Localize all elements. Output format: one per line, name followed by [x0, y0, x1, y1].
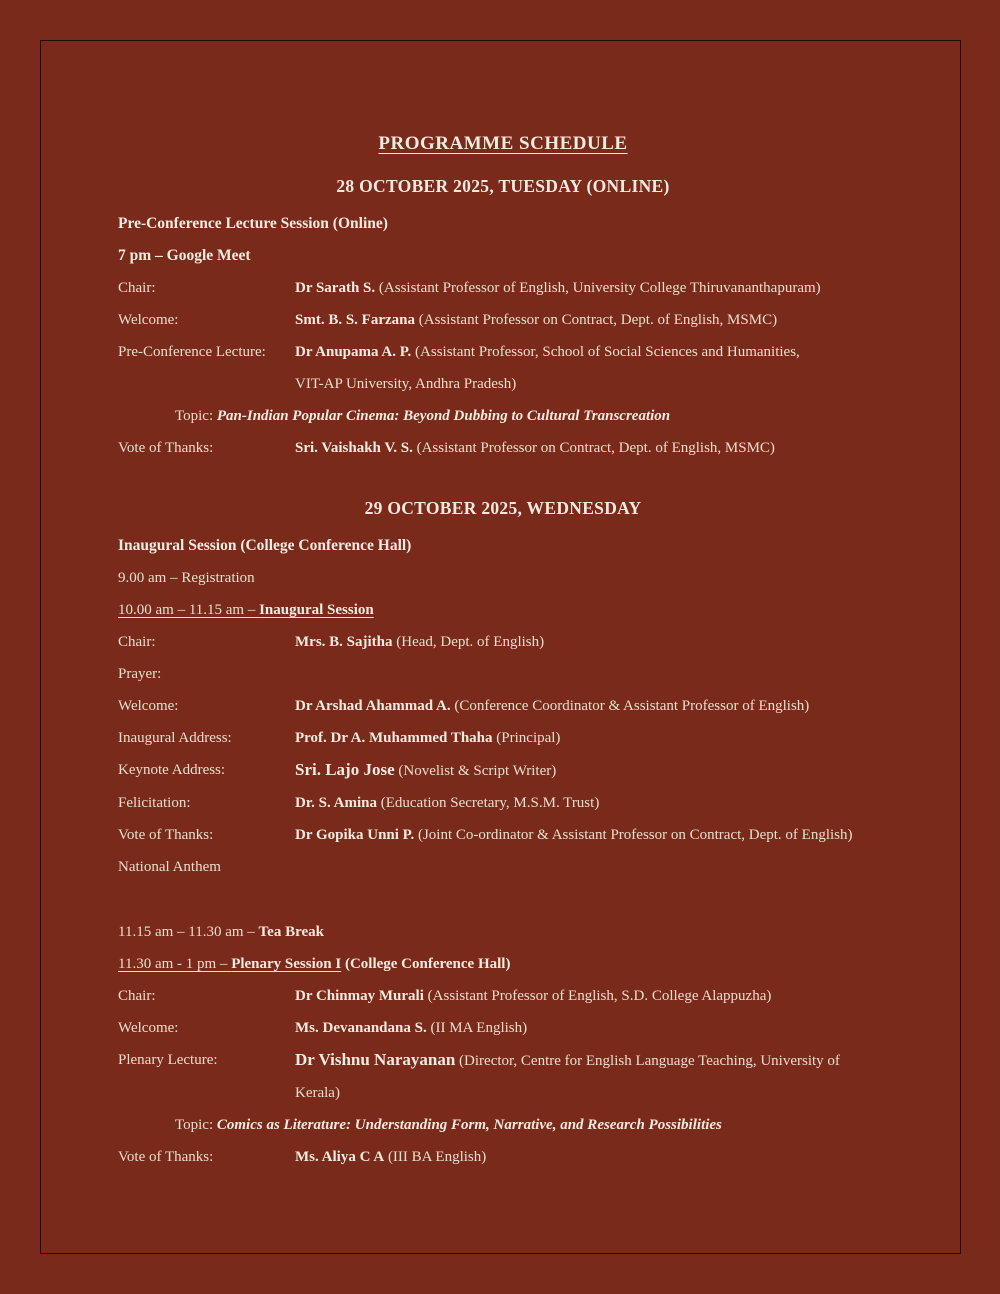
person-name: Prof. Dr A. Muhammed Thaha: [295, 730, 493, 746]
person-name: Mrs. B. Sajitha: [295, 634, 393, 650]
row-label: Plenary Lecture:: [118, 1052, 218, 1068]
person-detail: (Principal): [496, 730, 561, 746]
plenary-welcome-row: [118, 1012, 888, 1044]
person-name: Dr Chinmay Murali: [295, 988, 424, 1004]
row-label: Inaugural Address:: [118, 730, 232, 746]
person-detail: (Assistant Professor on Contract, Dept. of English, MSMC): [416, 440, 775, 456]
row-value: [295, 980, 888, 1012]
inaugural-vote-row: [118, 819, 888, 851]
row-value: [295, 304, 888, 336]
tea-break-title: Tea Break: [258, 924, 324, 940]
session-time-prefix: 10.00 am – 11.15 am –: [118, 602, 260, 618]
topic-label: Topic:: [175, 408, 214, 424]
row-value: [295, 1141, 888, 1173]
session-time-prefix: 11.30 am - 1 pm –: [118, 956, 232, 972]
row-value: [295, 432, 888, 464]
person-detail-line2: VIT-AP University, Andhra Pradesh): [295, 376, 517, 392]
row-label: Keynote Address:: [118, 762, 226, 778]
day2-heading: 29 OCTOBER 2025, WEDNESDAY: [364, 498, 642, 518]
felicitation-row: [118, 787, 888, 819]
row-value: [295, 1044, 888, 1109]
row-label: Welcome:: [118, 1020, 179, 1036]
row-label: Vote of Thanks:: [118, 1149, 214, 1165]
person-detail: (Head, Dept. of English): [396, 634, 545, 650]
person-detail-line2: Kerala): [295, 1085, 340, 1101]
inaugural-address-row: [118, 722, 888, 754]
person-detail: (Conference Coordinator & Assistant Professor of English): [454, 698, 810, 714]
session-time-title: Inaugural Session: [259, 602, 374, 618]
inaugural-prayer-row: [118, 658, 888, 690]
row-value: [295, 690, 888, 722]
person-name: Dr. S. Amina: [295, 795, 377, 811]
person-name: Smt. B. S. Farzana: [295, 312, 415, 328]
row-label: Felicitation:: [118, 795, 191, 811]
person-name: Dr Arshad Ahammad A.: [295, 698, 451, 714]
plenary-session-time-line: [118, 948, 888, 980]
session-time-title: Plenary Session I: [231, 956, 342, 972]
inaugural-welcome-row: [118, 690, 888, 722]
programme-schedule-document: [118, 128, 888, 1173]
row-value: [295, 787, 888, 819]
inaugural-session-time-underlined: [118, 602, 374, 618]
person-name: Dr Vishnu Narayanan: [295, 1050, 456, 1069]
person-name: Dr Sarath S.: [295, 280, 376, 296]
plenary-session-time-underlined: [118, 956, 341, 972]
plenary-vote-row: [118, 1141, 888, 1173]
person-detail-line1: [295, 336, 888, 368]
row-value: [295, 819, 888, 851]
person-detail: (Assistant Professor of English, S.D. College Alappuzha): [427, 988, 772, 1004]
person-detail: (Education Secretary, M.S.M. Trust): [380, 795, 600, 811]
topic-title: Pan-Indian Popular Cinema: Beyond Dubbing to Cultural Transcreation: [216, 408, 671, 424]
day1-heading: 28 OCTOBER 2025, TUESDAY (ONLINE): [336, 176, 670, 196]
page-title: [118, 128, 888, 160]
day1-time-line: 7 pm – Google Meet: [118, 247, 251, 264]
registration-line: 9.00 am – Registration: [118, 570, 255, 586]
row-value: [295, 754, 888, 787]
person-detail: (Assistant Professor, School of Social Sciences and Humanities,: [415, 344, 800, 360]
topic-title: Comics as Literature: Understanding Form, Narrative, and Research Possibilities: [216, 1117, 722, 1133]
inaugural-session-time-line: [118, 594, 888, 626]
row-value: [295, 658, 888, 690]
person-detail: (III BA English): [387, 1149, 487, 1165]
row-value: [295, 336, 888, 400]
day1-chair-row: [118, 272, 888, 304]
inaugural-session-title: Inaugural Session (College Conference Hall): [118, 537, 412, 554]
person-name: Ms. Aliya C A: [295, 1149, 385, 1165]
person-detail: (Joint Co-ordinator & Assistant Professor on Contract, Dept. of English): [417, 827, 853, 843]
person-name: Ms. Devanandana S.: [295, 1020, 427, 1036]
row-label: Chair:: [118, 634, 156, 650]
day1-topic-row: [118, 400, 888, 432]
person-name: Sri. Vaishakh V. S.: [295, 440, 413, 456]
person-name: Dr Gopika Unni P.: [295, 827, 415, 843]
row-value: [295, 626, 888, 658]
page-title-text: PROGRAMME SCHEDULE: [378, 133, 628, 154]
person-name: Dr Anupama A. P.: [295, 344, 412, 360]
row-label: Prayer:: [118, 666, 162, 682]
row-label: Chair:: [118, 988, 156, 1004]
national-anthem-line: National Anthem: [118, 859, 221, 875]
person-name: Sri. Lajo Jose: [295, 760, 395, 779]
day1-vote-row: [118, 432, 888, 464]
row-label: Welcome:: [118, 312, 179, 328]
row-label: Pre-Conference Lecture:: [118, 344, 266, 360]
day1-lecture-row: [118, 336, 888, 400]
plenary-lecture-row: [118, 1044, 888, 1109]
day1-welcome-row: [118, 304, 888, 336]
row-label: Vote of Thanks:: [118, 440, 214, 456]
person-detail: (II MA English): [430, 1020, 528, 1036]
row-label: Welcome:: [118, 698, 179, 714]
row-label: Vote of Thanks:: [118, 827, 214, 843]
topic-label: Topic:: [175, 1117, 214, 1133]
plenary-chair-row: [118, 980, 888, 1012]
person-detail-line1: [295, 1044, 888, 1077]
day1-session-title: Pre-Conference Lecture Session (Online): [118, 215, 388, 232]
tea-break-line: [118, 916, 888, 948]
row-value: [295, 722, 888, 754]
person-detail: (Assistant Professor on Contract, Dept. of English, MSMC): [418, 312, 778, 328]
plenary-topic-row: [118, 1109, 888, 1141]
session-venue: (College Conference Hall): [344, 956, 511, 972]
keynote-address-row: [118, 754, 888, 787]
tea-break-prefix: 11.15 am – 11.30 am –: [118, 924, 259, 940]
row-value: [295, 1012, 888, 1044]
inaugural-chair-row: [118, 626, 888, 658]
person-detail: (Novelist & Script Writer): [398, 763, 557, 779]
person-detail: (Director, Centre for English Language Teaching, University of: [459, 1053, 840, 1069]
person-detail: (Assistant Professor of English, University College Thiruvananthapuram): [378, 280, 821, 296]
row-value: [295, 272, 888, 304]
row-label: Chair:: [118, 280, 156, 296]
